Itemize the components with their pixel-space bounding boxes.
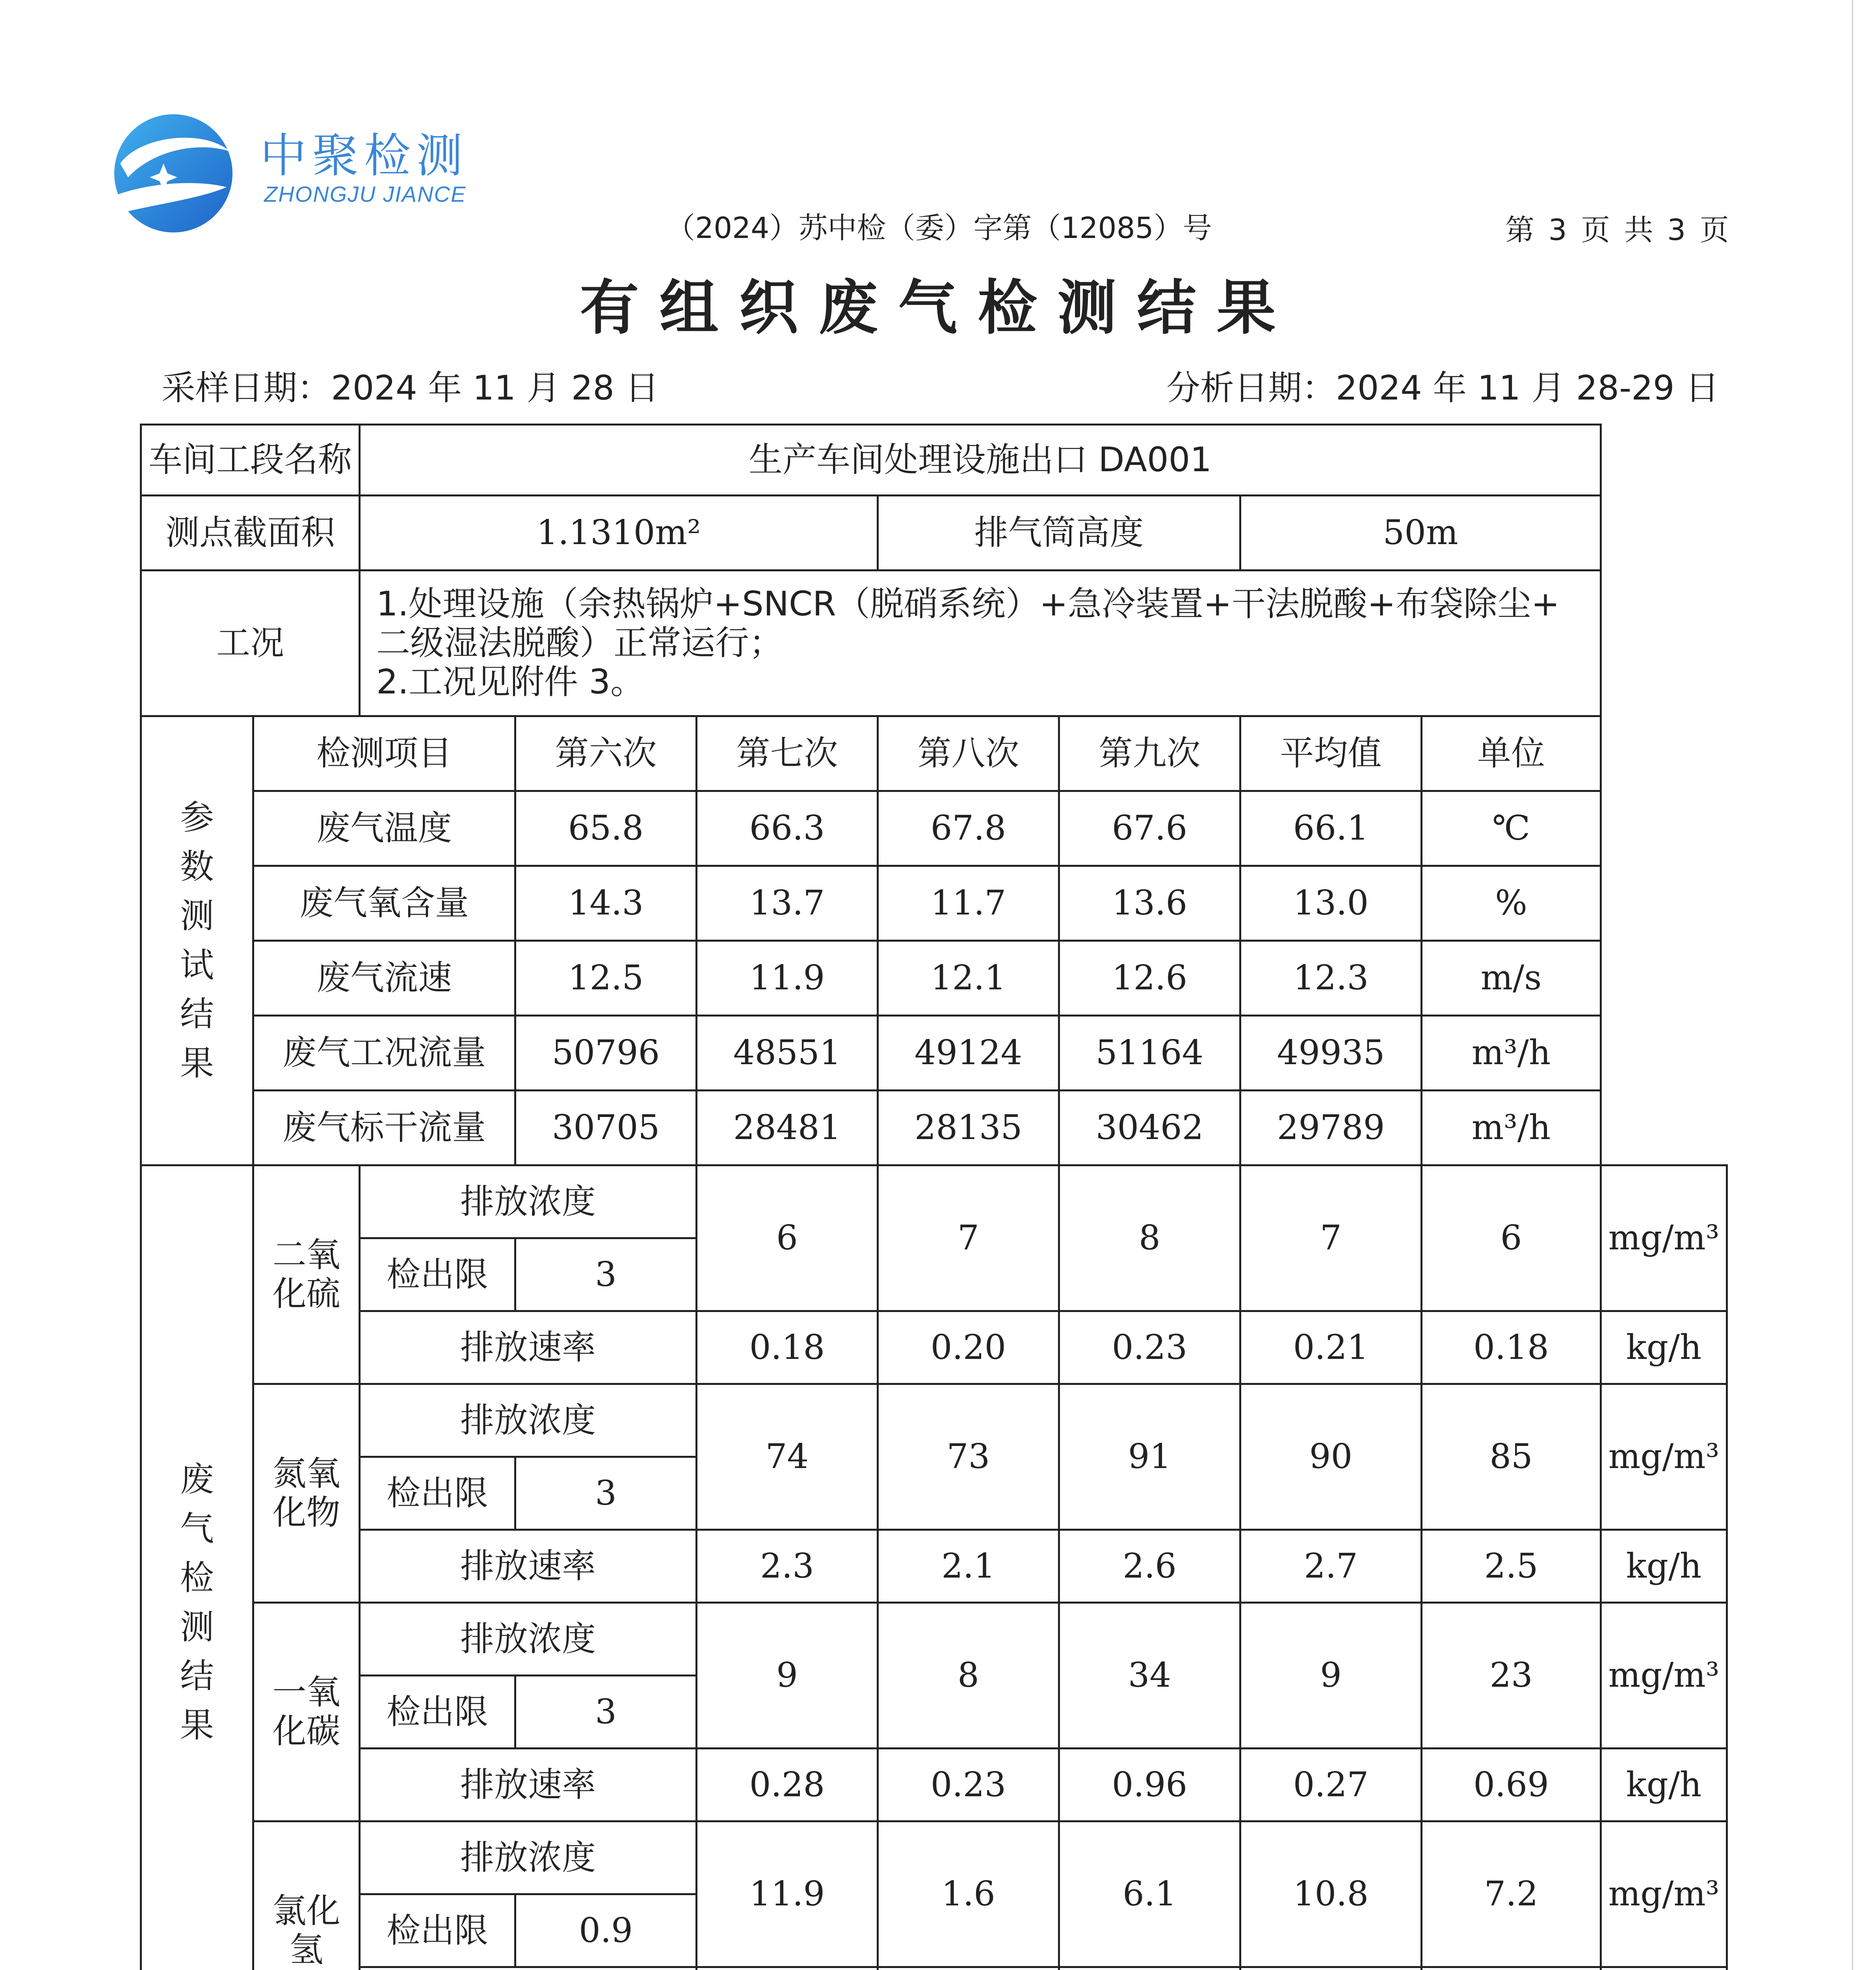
emission-rate-unit xyxy=(1601,1967,1727,1970)
params-section xyxy=(141,716,1727,1165)
concentration-value: 74 xyxy=(697,1384,878,1530)
emission-rate-value: 0.18 xyxy=(697,1311,878,1384)
concentration-unit: mg/m³ xyxy=(1601,1384,1727,1530)
param-value: 48551 xyxy=(697,1016,878,1091)
emission-rate-label: 排放速率 xyxy=(360,1530,697,1603)
param-value: 30705 xyxy=(515,1091,697,1165)
column-header: 单位 xyxy=(1422,716,1601,791)
param-unit: m/s xyxy=(1422,941,1601,1016)
concentration-unit: mg/m³ xyxy=(1601,1603,1727,1749)
emission-rate-value: 0.28 xyxy=(697,1749,878,1821)
pollutant-name-line: 一氧 xyxy=(272,1673,340,1712)
vertical-char: 参 xyxy=(180,798,214,838)
params-section-label xyxy=(141,716,253,1165)
concentration-value: 73 xyxy=(878,1384,1059,1530)
param-value: 65.8 xyxy=(515,791,697,866)
params-header-row xyxy=(141,716,1727,791)
detection-limit-value: 3 xyxy=(515,1676,697,1749)
param-value: 12.3 xyxy=(1240,941,1422,1016)
concentration-value: 7 xyxy=(878,1165,1059,1311)
vertical-char: 试 xyxy=(180,945,214,985)
condition-value xyxy=(360,571,1601,716)
vertical-char: 结 xyxy=(180,994,214,1034)
column-header: 第八次 xyxy=(878,716,1059,791)
param-item-label: 废气标干流量 xyxy=(253,1091,515,1165)
emission-rate-value: 0.96 xyxy=(1059,1749,1240,1821)
emission-rate-value xyxy=(1059,1967,1240,1970)
param-value: 66.3 xyxy=(697,791,878,866)
pollutant-name xyxy=(253,1165,360,1384)
pollutant-name-line: 化碳 xyxy=(272,1712,340,1751)
section-area-value: 1.1310m² xyxy=(360,496,878,571)
params-row xyxy=(141,866,1727,941)
pollutant-name-line: 氢 xyxy=(289,1930,324,1970)
stack-height-label: 排气筒高度 xyxy=(878,496,1240,571)
document-title: 有组织废气检测结果 xyxy=(580,274,1296,342)
pollutant-rate-row xyxy=(141,1311,1727,1384)
params-row xyxy=(141,1016,1727,1091)
pollutant-rate-row xyxy=(141,1749,1727,1821)
pollutants-section-label xyxy=(141,1165,253,1970)
vertical-char: 气 xyxy=(180,1509,214,1549)
param-item-label: 废气流速 xyxy=(253,941,515,1016)
param-value: 12.6 xyxy=(1059,941,1240,1016)
condition-line-2: 二级湿法脱酸）正常运行； xyxy=(376,623,783,663)
param-value: 11.9 xyxy=(697,941,878,1016)
results-table xyxy=(140,424,1728,1970)
section-area-label: 测点截面积 xyxy=(141,496,360,571)
param-value: 13.7 xyxy=(697,866,878,941)
params-row xyxy=(141,1091,1727,1165)
condition-label: 工况 xyxy=(141,571,360,716)
param-unit: m³/h xyxy=(1422,1091,1601,1165)
emission-rate-value: 2.3 xyxy=(697,1530,878,1603)
concentration-value: 6 xyxy=(697,1165,878,1311)
concentration-value: 23 xyxy=(1422,1603,1601,1749)
concentration-value: 34 xyxy=(1059,1603,1240,1749)
detection-limit-value: 3 xyxy=(515,1238,697,1311)
params-row xyxy=(141,941,1727,1016)
emission-rate-unit: kg/h xyxy=(1601,1311,1727,1384)
pollutant-conc-row xyxy=(141,1384,1727,1457)
concentration-value: 85 xyxy=(1422,1384,1601,1530)
scan-edge-line xyxy=(1852,0,1853,1970)
emission-rate-value xyxy=(878,1967,1059,1970)
param-value: 49935 xyxy=(1240,1016,1422,1091)
pollutant-name-line: 化物 xyxy=(272,1493,340,1532)
concentration-value: 8 xyxy=(1059,1165,1240,1311)
param-value: 67.6 xyxy=(1059,791,1240,866)
emission-rate-value: 2.6 xyxy=(1059,1530,1240,1603)
pollutant-name xyxy=(253,1821,360,1970)
pollutant-name xyxy=(253,1603,360,1821)
detection-limit-label: 检出限 xyxy=(360,1238,515,1311)
concentration-value: 91 xyxy=(1059,1384,1240,1530)
brand-name-en: ZHONGJU JIANCE xyxy=(264,182,467,206)
param-value: 51164 xyxy=(1059,1016,1240,1091)
emission-rate-value: 0.21 xyxy=(1240,1311,1422,1384)
param-value: 11.7 xyxy=(878,866,1059,941)
concentration-unit: mg/m³ xyxy=(1601,1165,1727,1311)
emission-rate-unit: kg/h xyxy=(1601,1530,1727,1603)
vertical-char: 测 xyxy=(180,896,214,936)
param-unit: % xyxy=(1422,866,1601,941)
vertical-char: 数 xyxy=(180,847,214,887)
emission-rate-value: 0.20 xyxy=(878,1311,1059,1384)
emission-rate-value: 0.27 xyxy=(1240,1749,1422,1821)
pollutant-name-line: 氮氧 xyxy=(272,1454,340,1494)
emission-rate-value: 0.69 xyxy=(1422,1749,1601,1821)
param-value: 13.6 xyxy=(1059,866,1240,941)
detection-limit-label: 检出限 xyxy=(360,1457,515,1530)
concentration-value: 7 xyxy=(1240,1165,1422,1311)
emission-rate-value: 0.23 xyxy=(1059,1311,1240,1384)
param-value: 49124 xyxy=(878,1016,1059,1091)
analysis-date: 分析日期：2024 年 11 月 28-29 日 xyxy=(1166,368,1719,408)
detection-limit-value: 3 xyxy=(515,1457,697,1530)
param-unit: m³/h xyxy=(1422,1016,1601,1091)
emission-rate-unit: kg/h xyxy=(1601,1749,1727,1821)
concentration-label: 排放浓度 xyxy=(360,1165,697,1238)
workshop-value: 生产车间处理设施出口 DA001 xyxy=(360,425,1601,496)
param-value: 12.5 xyxy=(515,941,697,1016)
vertical-char: 检 xyxy=(180,1558,214,1598)
concentration-value: 8 xyxy=(878,1603,1059,1749)
emission-rate-value xyxy=(1240,1967,1422,1970)
concentration-value: 7.2 xyxy=(1422,1821,1601,1967)
stack-height-value: 50m xyxy=(1240,496,1601,571)
page-info: 第 3 页 共 3 页 xyxy=(1505,213,1731,247)
sampling-date: 采样日期：2024 年 11 月 28 日 xyxy=(162,368,659,408)
pollutant-conc-row xyxy=(141,1603,1727,1676)
pollutant-name xyxy=(253,1384,360,1603)
param-value: 30462 xyxy=(1059,1091,1240,1165)
concentration-value: 6.1 xyxy=(1059,1821,1240,1967)
column-header: 第七次 xyxy=(697,716,878,791)
pollutant-conc-row xyxy=(141,1821,1727,1894)
detection-limit-label: 检出限 xyxy=(360,1894,515,1967)
emission-rate-value xyxy=(1422,1967,1601,1970)
param-value: 13.0 xyxy=(1240,866,1422,941)
condition-line-3: 2.工况见附件 3。 xyxy=(376,662,645,702)
concentration-value: 90 xyxy=(1240,1384,1422,1530)
concentration-value: 6 xyxy=(1422,1165,1601,1311)
vertical-char: 果 xyxy=(180,1043,214,1083)
concentration-value: 9 xyxy=(1240,1603,1422,1749)
pollutant-rate-row xyxy=(141,1967,1727,1970)
info-row-area xyxy=(141,496,1727,571)
vertical-char: 废 xyxy=(180,1460,214,1500)
pollutant-rate-row xyxy=(141,1530,1727,1603)
info-row-workshop xyxy=(141,425,1727,496)
concentration-unit: mg/m³ xyxy=(1601,1821,1727,1967)
detection-limit-label: 检出限 xyxy=(360,1676,515,1749)
vertical-char: 结 xyxy=(180,1656,214,1696)
concentration-value: 11.9 xyxy=(697,1821,878,1967)
vertical-char: 果 xyxy=(180,1705,214,1745)
emission-rate-label: 排放速率 xyxy=(360,1749,697,1821)
param-unit: ℃ xyxy=(1422,791,1601,866)
param-value: 29789 xyxy=(1240,1091,1422,1165)
param-value: 12.1 xyxy=(878,941,1059,1016)
pollutants-section xyxy=(141,1165,1727,1970)
param-item-label: 废气工况流量 xyxy=(253,1016,515,1091)
param-value: 28481 xyxy=(697,1091,878,1165)
pollutant-name-line: 氯化 xyxy=(272,1891,340,1931)
emission-rate-value: 0.18 xyxy=(1422,1311,1601,1384)
concentration-label: 排放浓度 xyxy=(360,1384,697,1457)
condition-line-1: 1.处理设施（余热锅炉+SNCR（脱硝系统）+急冷装置+干法脱酸+布袋除尘+ xyxy=(376,584,1560,624)
emission-rate-value: 2.1 xyxy=(878,1530,1059,1603)
pollutant-name-line: 化硫 xyxy=(272,1274,340,1314)
param-value: 66.1 xyxy=(1240,791,1422,866)
detection-limit-value: 0.9 xyxy=(515,1894,697,1967)
pollutant-conc-row xyxy=(141,1165,1727,1238)
column-header: 平均值 xyxy=(1240,716,1422,791)
pollutant-name-line: 二氧 xyxy=(272,1235,340,1275)
emission-rate-label xyxy=(360,1967,697,1970)
emission-rate-value: 2.7 xyxy=(1240,1530,1422,1603)
param-item-label: 废气温度 xyxy=(253,791,515,866)
concentration-label: 排放浓度 xyxy=(360,1603,697,1676)
column-header: 第六次 xyxy=(515,716,697,791)
param-value: 14.3 xyxy=(515,866,697,941)
param-item-label: 废气氧含量 xyxy=(253,866,515,941)
concentration-value: 10.8 xyxy=(1240,1821,1422,1967)
emission-rate-value: 0.23 xyxy=(878,1749,1059,1821)
param-value: 50796 xyxy=(515,1016,697,1091)
info-row-condition xyxy=(141,571,1727,716)
column-header: 检测项目 xyxy=(253,716,515,791)
emission-rate-label: 排放速率 xyxy=(360,1311,697,1384)
vertical-char: 测 xyxy=(180,1607,214,1647)
params-row xyxy=(141,791,1727,866)
param-value: 28135 xyxy=(878,1091,1059,1165)
report-number: （2024）苏中检（委）字第（12085）号 xyxy=(666,211,1212,245)
concentration-value: 9 xyxy=(697,1603,878,1749)
emission-rate-value: 2.5 xyxy=(1422,1530,1601,1603)
column-header: 第九次 xyxy=(1059,716,1240,791)
company-logo xyxy=(104,104,238,242)
concentration-label: 排放浓度 xyxy=(360,1821,697,1894)
workshop-label: 车间工段名称 xyxy=(141,425,360,496)
emission-rate-value xyxy=(697,1967,878,1970)
brand-name-cn: 中聚检测 xyxy=(260,128,469,183)
concentration-value: 1.6 xyxy=(878,1821,1059,1967)
param-value: 67.8 xyxy=(878,791,1059,866)
